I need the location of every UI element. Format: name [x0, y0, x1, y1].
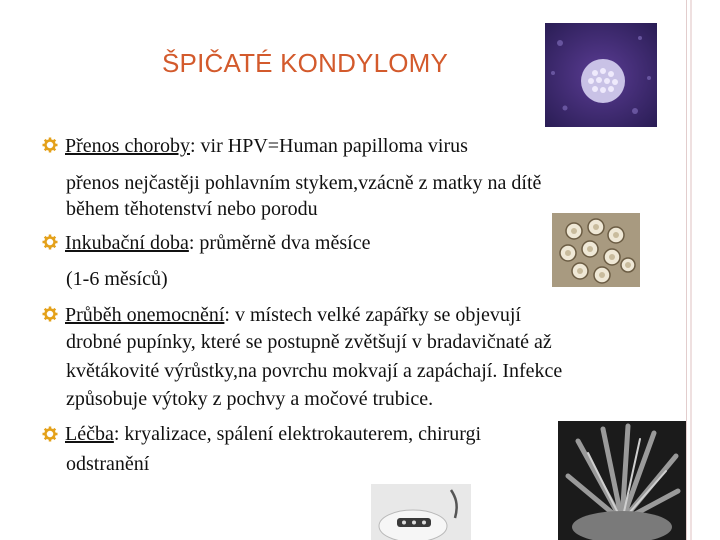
bullet-4-icon	[42, 426, 58, 442]
slide-frame-right-shadow	[690, 0, 692, 540]
slide-frame-right	[686, 0, 687, 540]
bullet-2-icon	[42, 234, 58, 250]
bullet-3-sub-line: způsobuje výtoky z pochvy a močové trubice.	[66, 388, 434, 410]
bullet-1-icon	[42, 137, 58, 153]
bullet-3-heading	[65, 303, 521, 327]
bullet-1-text: : vir HPV=Human papilloma virus	[189, 135, 468, 157]
bullet-1-sub-line: přenos nejčastěji pohlavním stykem,vzácně z matky na dítě	[66, 172, 542, 194]
bullet-3-text: : v místech velké zapářky se objevují	[224, 304, 521, 326]
bullet-1-sub-line: během těhotenství nebo porodu	[66, 198, 318, 220]
bullet-3-sub-line: drobné pupínky, které se postupně zvětšují v bradavičnaté až	[66, 331, 552, 353]
slide-title: ŠPIČATÉ KONDYLOMY	[162, 48, 449, 78]
bullet-2-text: : průměrně dva měsíce	[188, 232, 371, 254]
virus-micrograph-purple-image	[545, 23, 657, 127]
bullet-1-heading	[65, 134, 468, 158]
bullet-4-label: Léčba	[65, 423, 114, 445]
bullet-3-label: Průběh onemocnění	[65, 304, 225, 326]
bullet-4-text: : kryalizace, spálení elektrokauterem, chirurgi	[113, 423, 482, 445]
wart-sem-micrograph-image	[558, 421, 686, 540]
electrocautery-device-image	[371, 484, 471, 540]
bullet-2-heading	[65, 231, 370, 255]
bullet-1-label: Přenos choroby	[65, 135, 190, 157]
virus-micrograph-sepia-image	[552, 213, 640, 287]
bullet-4-heading	[65, 422, 481, 446]
bullet-3-sub-line: květákovité výrůstky,na povrchu mokvají a zapáchají. Infekce	[66, 360, 563, 382]
bullet-2-sub-line: (1-6 měsíců)	[66, 268, 168, 290]
bullet-3-icon	[42, 306, 58, 322]
bullet-2-label: Inkubační doba	[65, 232, 189, 254]
bullet-4-sub-line: odstranění	[66, 453, 150, 475]
